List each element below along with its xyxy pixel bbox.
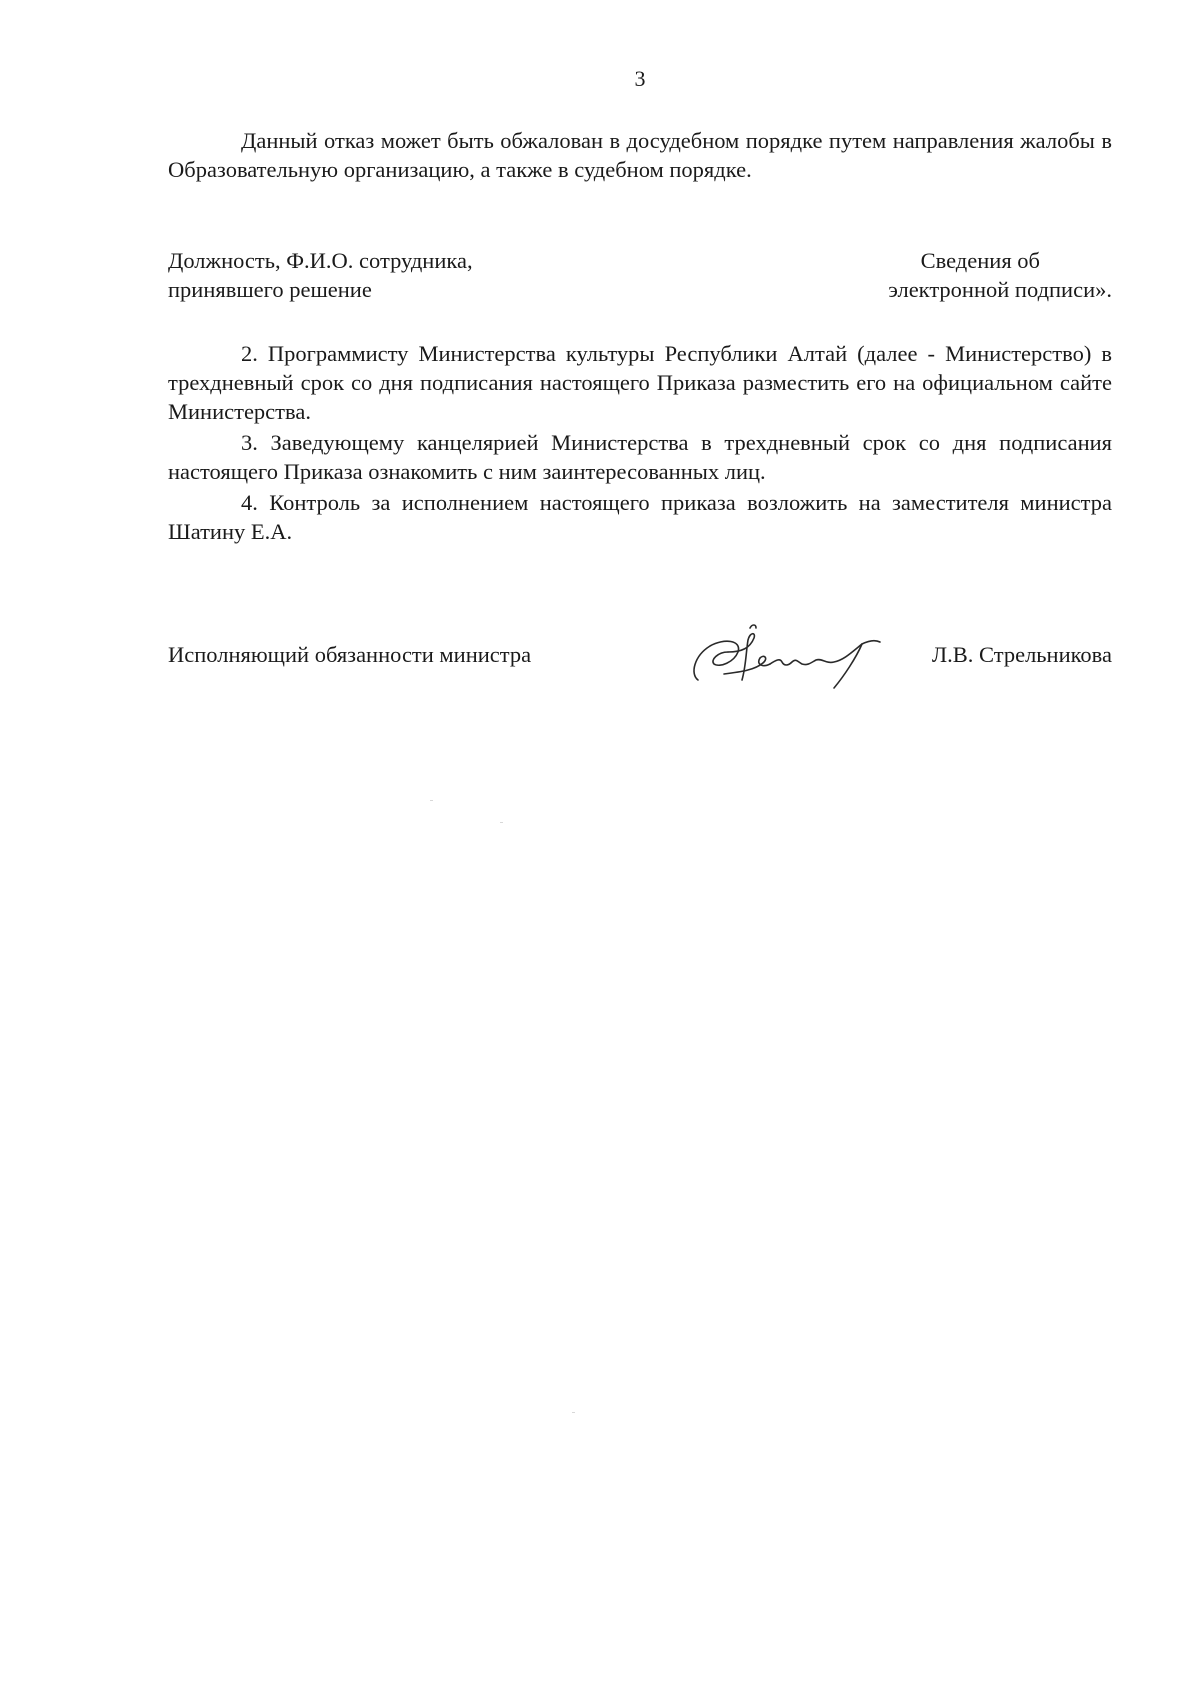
form-signature-right-line-1: Сведения об xyxy=(920,248,1040,273)
item-4-paragraph: 4. Контроль за исполнением настоящего приказа возложить на заместителя министра Шатину Е.А. xyxy=(168,490,1112,544)
appeal-notice-paragraph: Данный отказ может быть обжалован в досудебном порядке путем направления жалобы в Образовательную организацию, а также в судебном порядке. xyxy=(168,128,1112,182)
form-signature-left-line-2: принявшего решение xyxy=(168,277,372,302)
scan-speck xyxy=(430,800,433,801)
form-signature-right xyxy=(888,246,1112,304)
signatory-title: Исполняющий обязанности министра xyxy=(168,642,532,667)
scan-speck xyxy=(500,822,503,823)
form-signature-left xyxy=(168,246,473,304)
item-3-paragraph: 3. Заведующему канцелярией Министерства в трехдневный срок со дня подписания настоящего Приказа ознакомить с ним заинтересованных лиц. xyxy=(168,430,1112,484)
handwritten-signature-icon xyxy=(684,618,894,690)
form-signature-left-line-1: Должность, Ф.И.О. сотрудника, xyxy=(168,248,473,273)
scan-speck xyxy=(572,1412,575,1413)
form-signature-right-line-2: электронной подписи». xyxy=(888,277,1112,302)
item-2-paragraph: 2. Программисту Министерства культуры Республики Алтай (далее - Министерство) в трехдневный срок со дня подписания настоящего Приказа разместить его на официальном сайте Министерства. xyxy=(168,341,1112,424)
signatory-name: Л.В. Стрельникова xyxy=(931,642,1112,667)
page-number: 3 xyxy=(634,66,646,91)
